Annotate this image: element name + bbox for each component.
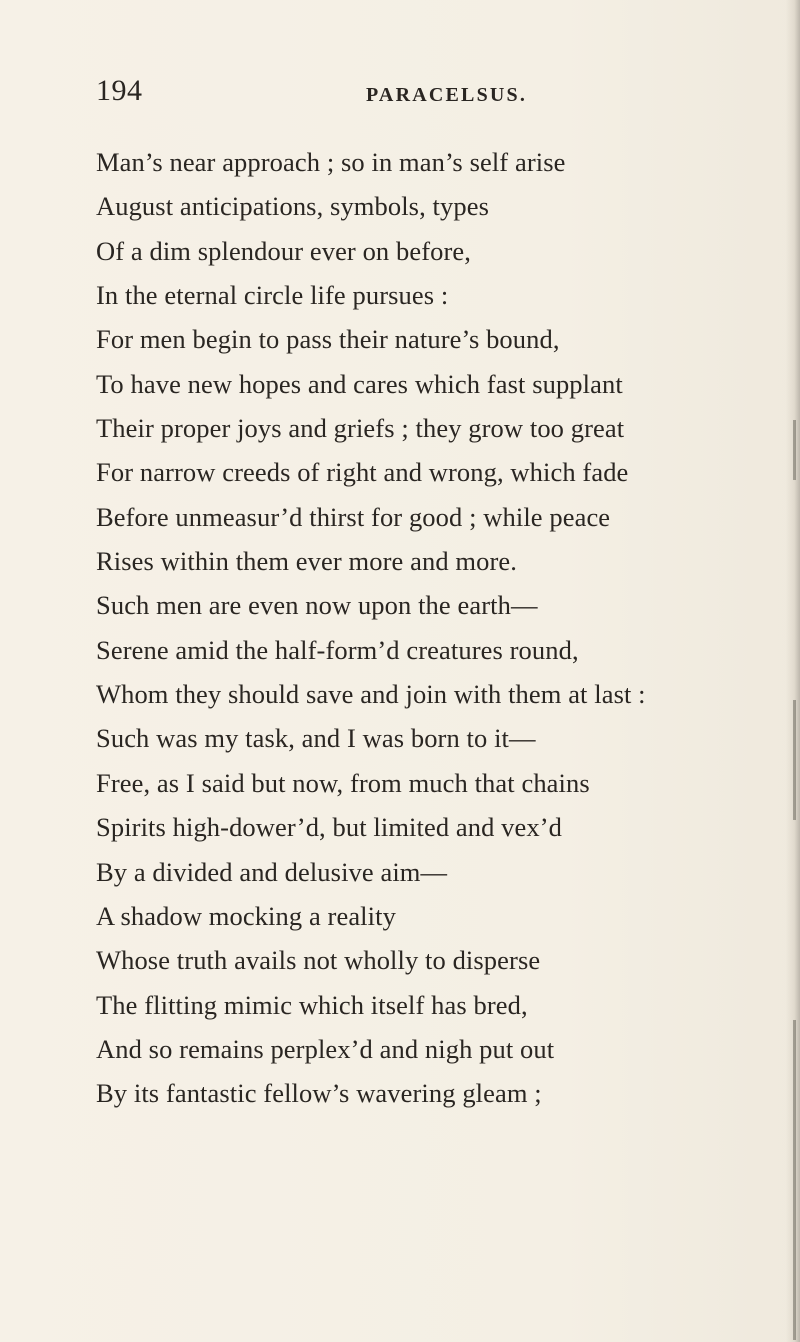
poem-line: The flitting mimic which itself has bred, bbox=[96, 989, 528, 1020]
poem-line: By its fantastic fellow’s wavering gleam ; bbox=[96, 1078, 542, 1109]
poem-line: For men begin to pass their nature’s bound, bbox=[96, 324, 560, 355]
poem-line: Serene amid the half-form’d creatures round, bbox=[96, 634, 579, 665]
running-title: PARACELSUS. bbox=[366, 84, 528, 106]
poem-line: Such men are even now upon the earth— bbox=[96, 590, 538, 621]
poem-line: Whose truth avails not wholly to disperse bbox=[96, 945, 541, 976]
poem-line: Their proper joys and griefs ; they grow too great bbox=[96, 413, 625, 444]
poem-line: In the eternal circle life pursues : bbox=[96, 280, 449, 311]
poem-line: Before unmeasur’d thirst for good ; while peace bbox=[96, 501, 611, 532]
poem-line: And so remains perplex’d and nigh put out bbox=[96, 1033, 555, 1064]
poem-line: Such was my task, and I was born to it— bbox=[96, 723, 536, 754]
page-number: 194 bbox=[96, 74, 143, 107]
poem-line: Whom they should save and join with them at last : bbox=[96, 679, 646, 710]
poem-line: For narrow creeds of right and wrong, which fade bbox=[96, 457, 629, 488]
poem-line: August anticipations, symbols, types bbox=[96, 191, 489, 222]
poem-line: Free, as I said but now, from much that chains bbox=[96, 767, 590, 798]
poem-line: Rises within them ever more and more. bbox=[96, 546, 517, 577]
poem-line: A shadow mocking a reality bbox=[96, 900, 396, 931]
page-header bbox=[0, 74, 800, 114]
poem-line: To have new hopes and cares which fast supplant bbox=[96, 368, 623, 399]
poem-line: Of a dim splendour ever on before, bbox=[96, 235, 472, 266]
poem-line: Man’s near approach ; so in man’s self arise bbox=[96, 147, 566, 177]
poem-text bbox=[96, 140, 796, 1116]
poem-line: Spirits high-dower’d, but limited and vex’d bbox=[96, 812, 563, 843]
poem-line: By a divided and delusive aim— bbox=[96, 856, 448, 887]
